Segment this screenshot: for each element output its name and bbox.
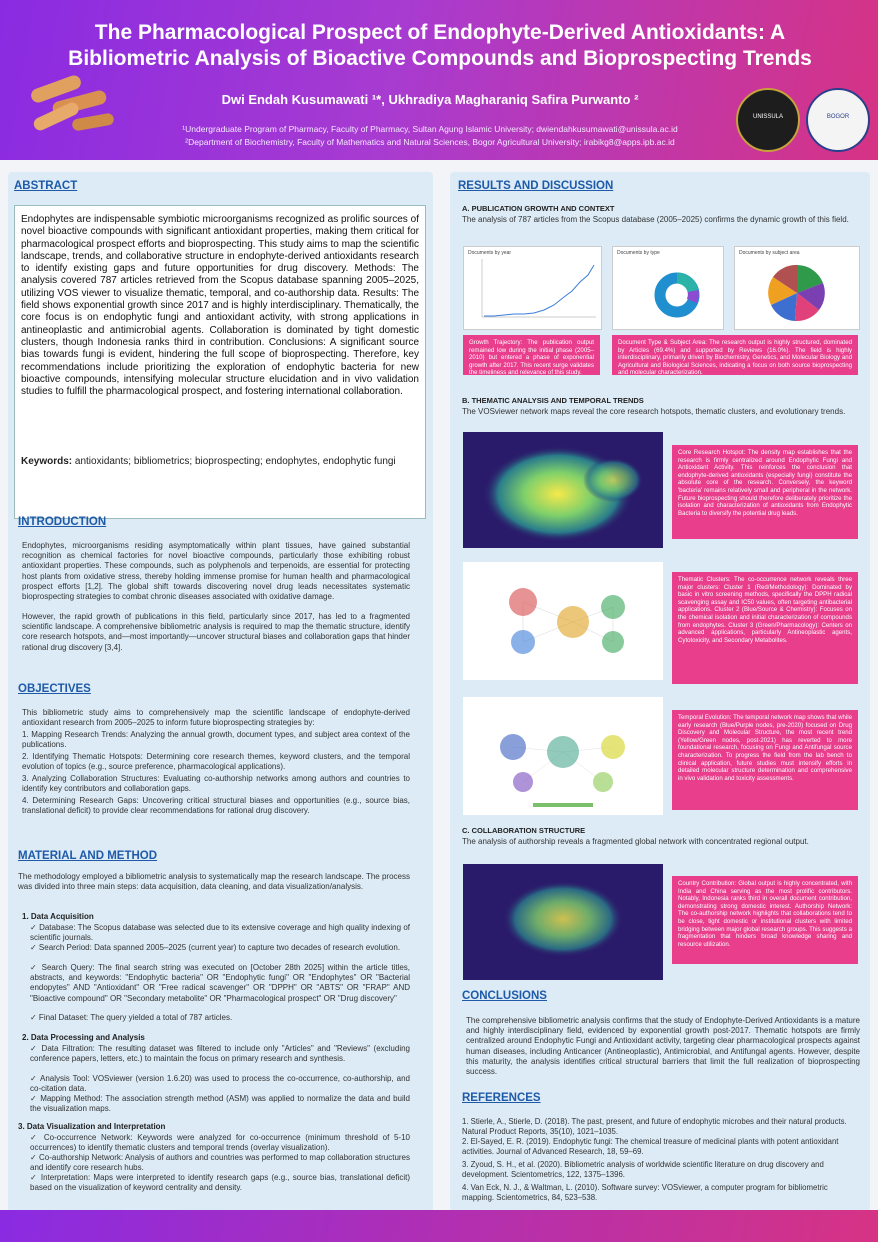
methods-step2-item-1: ✓ Data Filtration: The resulting dataset was filtered to include only "Articles" and "Reviews" (excluding conference papers, letters, etc.) to maintain the focus on primary research and synthesis.: [30, 1044, 410, 1064]
authors: Dwi Endah Kusumawati ¹*, Ukhradiya Magharaniq Safira Purwanto ²: [221, 92, 639, 107]
methods-step1-title: 1. Data Acquisition: [22, 912, 94, 921]
results-sub-b-text: The VOSviewer network maps reveal the core research hotspots, thematic clusters, and evolutionary trends.: [462, 407, 846, 416]
introduction-p2: However, the rapid growth of publications in this field, particularly since 2017, has led to a fragmented scientific landscape. A comprehensive bibliometric analysis is required to map the thematic structure, identify core research hotspots, and—most importantly—uncover structural biases and collaboration gaps that hinder rational drug discovery [3,4].: [22, 612, 410, 652]
results-heading: RESULTS AND DISCUSSION: [458, 180, 614, 192]
results-sub-a-text: The analysis of 787 articles from the Scopus database (2005–2025) confirms the dynamic growth of this field.: [462, 215, 849, 224]
conclusions-text: The comprehensive bibliometric analysis confirms that the study of Endophyte-Derived Antioxidants is a mature and highly interdisciplinary field, evidenced by exponential growth post-2017. Thematic hotspots are firmly centralized around Endophytic Fungi and Antioxidant activity, targeting clear pharmacological prospects against human diseases, including Anticancer (Antineoplastic), Antimicrobial, and Antifungal agents. However, despite this maturity, the analysis identifies critical structural barriers that limit the full realization of bioprospecting success.: [466, 1016, 860, 1077]
ipb-logo: BOGOR: [806, 88, 870, 152]
methods-step3-title: 3. Data Visualization and Interpretation: [18, 1122, 166, 1131]
introduction-heading: INTRODUCTION: [18, 516, 107, 528]
introduction-p1: Endophytes, microorganisms residing asymptomatically within plant tissues, have gained substantial recognition as chemical factories for novel bioactive compounds, particularly those exhibiting robust antioxidant properties. These compounds, such as polyphenols and terpenoids, are essential for protecting host plants from oxidative stress, thereby holding immense promise for human health and pharmacological prospect efforts [1,2]. The global shift towards discovering novel drug leads necessitates systematic bioprospecting strategies to combat chronic diseases associated with oxidative damage.: [22, 541, 410, 602]
objectives-intro: This bibliometric study aims to comprehensively map the scientific landscape of endophyte-derived antioxidant research from 2005–2025 to inform future bioprospecting strategies by:: [22, 708, 410, 728]
country-density-map: [463, 864, 663, 980]
keywords-value: antioxidants; bibliometrics; bioprospecting; endophytes, endophytic fungi: [74, 456, 396, 467]
documents-by-subject-chart: Documents by subject area: [734, 246, 860, 330]
reference-2: 2. El-Sayed, E. R. (2019). Endophytic fungi: The chemical treasure of medicinal plants with potent antioxidant activities. Journal of Advanced Research, 18, 59–69.: [462, 1137, 839, 1156]
keywords-label: Keywords:: [21, 456, 73, 467]
reference-3: 3. Zyoud, S. H., et al. (2020). Bibliometric analysis of worldwide scientific literature on drug discovery and development. Scientometrics, 122, 1375–1396.: [462, 1160, 824, 1179]
methods-step2-item-2: ✓ Analysis Tool: VOSviewer (version 1.6.20) was used to process the co-occurrence, co-authorship, and co-citation data.: [30, 1074, 410, 1094]
thematic-clusters-box: Thematic Clusters: The co-occurrence network reveals three major clusters: Cluster 1 (Red/Methodology): Dominated by basic in vitro screening methods, specifically the DPPH radical scavenging assay and IC50 values, often targeting antibacterial applications. Cluster 2 (Blue/Source & Chemistry): Focuses on the chemical isolation and initial characterization of compounds from endophytes. Cluster 3 (Green/Pharmacology): Centers on advanced applications, particularly Antineoplastic agents, Cytotoxicity, and Secondary Metabolites.: [672, 572, 858, 684]
title-line-2: Bibliometric Analysis of Bioactive Compounds and Bioprospecting Trends: [68, 47, 812, 70]
unissula-logo: UNISSULA: [736, 88, 800, 152]
documents-by-type-chart: Documents by type: [612, 246, 724, 330]
methods-step3-item-2: ✓ Co-authorship Network: Analysis of authors and countries was performed to map collaboration structures and identify core research hubs.: [30, 1153, 410, 1173]
core-research-hotspot-box: Core Research Hotspot: The density map establishes that the research is firmly centralized around Endophytic Fungi and Antioxidant Activity. This reinforces the conclusion that endophyte-derived antioxidants (especially fungi) constitute the absolute core of the research. Conversely, the keyword 'bacteria' remains relatively small and peripheral in the network. Future bioprospecting should therefore deliberately prioritize the isolation and characterization of antioxidants from Endophytic Bacteria to diversify the potential drug leads.: [672, 445, 858, 539]
abstract-box: [14, 205, 426, 519]
affiliation-1: ¹Undergraduate Program of Pharmacy, Faculty of Pharmacy, Sultan Agung Islamic University; dwiendahkusumawati@unissula.ac.id: [182, 124, 678, 134]
references-heading: REFERENCES: [462, 1092, 541, 1104]
density-map-graphic: [463, 432, 663, 548]
results-sub-c: C. COLLABORATION STRUCTURE: [462, 826, 586, 835]
country-map-graphic: [463, 864, 663, 980]
objective-item-2: 2. Identifying Thematic Hotspots: Determining core research themes, keyword clusters, and the temporal evolution of topics (e.g., source preference, pharmacological applications).: [22, 752, 410, 772]
abstract-heading: ABSTRACT: [14, 180, 78, 192]
methods-step1-item-2: ✓ Search Period: Data spanned 2005–2025 (current year) to capture two decades of research evolution.: [30, 943, 401, 952]
methods-step2-item-3: ✓ Mapping Method: The association strength method (ASM) was applied to normalize the data and build the visualization maps.: [30, 1094, 410, 1114]
methods-step1-item-3: ✓ Search Query: The final search string was executed on [October 28th 2025] within the article titles, abstracts, and keywords: "Endophytic bacteria" OR "Endophytic fungi" OR "Endophytes" OR "Bacterial endopytes" AND "Antioxidant" OR "Free radical scavenger" OR "DPPH" OR "ABTS" OR "FRAP" AND "Bioactive compound" OR "Secondary metabolite" OR "Pharmacological prospect" OR "Drug discovery": [30, 963, 410, 1003]
growth-trajectory-box: Growth Trajectory: The publication output remained low during the initial phase (2005–2010) but entered a phase of exponential growth after 2017. This recent surge validates the timeliness and relevance of this study.: [463, 335, 600, 375]
poster-title: [40, 20, 840, 72]
poster-footer: [0, 1210, 878, 1242]
methods-step3-item-3: ✓ Interpretation: Maps were interpreted to identify research gaps (e.g., source bias, translational deficit) based on the visualization of keyword centrality and density.: [30, 1173, 410, 1193]
reference-4: 4. Van Eck, N. J., & Waltman, L. (2010). Software survey: VOSviewer, a computer program for bibliometric mapping. Scientometrics, 84, 523–538.: [462, 1183, 828, 1202]
collaboration-box: Country Contribution: Global output is highly concentrated, with India and China serving as the most prolific contributors. Notably, Indonesia ranks third in overall document contribution, demonstrating strong domestic interest. Authorship Network: The co-authorship network highlights that collaborations tend to be close, tight domestic or institutional clusters with limited bridging between major global research groups. This suggests a fragmentation that hinders broad knowledge sharing and resource utilization.: [672, 876, 858, 964]
documents-by-year-chart: Documents by year: [463, 246, 602, 330]
methods-step1-item-1: ✓ Database: The Scopus database was selected due to its extensive coverage and high quality indexing of scientific journals.: [30, 923, 410, 943]
density-map: [463, 432, 663, 548]
results-sub-c-text: The analysis of authorship reveals a fragmented global network with concentrated regional output.: [462, 837, 809, 846]
results-sub-b: B. THEMATIC ANALYSIS AND TEMPORAL TRENDS: [462, 396, 644, 405]
methods-heading: MATERIAL AND METHOD: [18, 850, 158, 862]
donut-chart-type: [613, 247, 723, 329]
methods-intro: The methodology employed a bibliometric analysis to systematically map the research landscape. The process was divided into three main steps: data acquisition, data cleaning, and data visualization/analysis.: [18, 872, 410, 892]
document-type-box: Document Type & Subject Area: The research output is highly structured, dominated by Articles (69.4%) and supported by Reviews (16.0%). The field is highly interdisciplinary, primarily driven by Biochemistry, Genetics, and Molecular Biology and Agricultural and Biological Sciences, indicating a focus on both source bioprospecting and molecular characterization.: [612, 335, 858, 375]
temporal-evolution-box: Temporal Evolution: The temporal network map shows that while early research (Blue/Purple nodes, pre-2020) focused on Drug Discovery and Molecular Structure, the most recent trend (Yellow/Green nodes, post-2021) has reverted to more foundational research, focusing on Fungi and Antifungal source characterization. To progress the field from the lab bench to clinical application, future studies must intensify efforts in detailed molecular structure determination and comprehensive in vivo validation and toxicity assessments.: [672, 710, 858, 810]
co-occurrence-network-map: [463, 562, 663, 680]
temporal-overlay-map: [463, 697, 663, 815]
abstract-text: Endophytes are indispensable symbiotic microorganisms recognized as prolific sources of novel bioactive compounds with significant antioxidant properties, making them critical for pharmacological prospect efforts and bioprospecting. This study aims to map the scientific landscape, trends, and collaborative structure in endophyte-derived antioxidants research to identify existing gaps and future opportunities for drug discovery. Methods: The analysis covered 787 articles retrieved from the Scopus database spanning 2005–2025, utilizing VOS viewer to visualize thematic, temporal, and co-authorship data. Results: The field shows exponential growth since 2017 and is highly interdisciplinary. Thematically, the core focus is on endophytic fungi and antioxidant activity, with strong applications in antineoplastic and antimicrobial agents. Collaboration is dominated by tight domestic clusters, though Indonesia ranks third in contribution. Conclusions: A significant source bias towards fungi is evident, hindering the full scope of bioprospecting. Therefore, key recommendations include prioritizing the exploration of endophytic bacteria for new bioactive compounds, intensifying molecular structure elucidation and in vivo validation studies to fulfill the pharmacological prospect, and fostering international collaboration.: [21, 214, 419, 398]
title-line-1: The Pharmacological Prospect of Endophyte-Derived Antioxidants: A: [94, 21, 786, 44]
objective-item-1: 1. Mapping Research Trends: Analyzing the annual growth, document types, and subject area context of the publications.: [22, 730, 410, 750]
conclusions-heading: CONCLUSIONS: [462, 990, 547, 1002]
reference-1: 1. Stierle, A., Stierle, D. (2018). The past, present, and future of endophytic microbes and their natural products. Natural Product Reports, 35(10), 1021–1035.: [462, 1117, 847, 1136]
objective-item-4: 4. Determining Research Gaps: Uncovering critical structural biases and opportunities (e.g., source bias, translational deficit) to provide clear recommendations for rational drug discovery.: [22, 796, 410, 816]
methods-step2-title: 2. Data Processing and Analysis: [22, 1033, 145, 1042]
results-sub-a: A. PUBLICATION GROWTH AND CONTEXT: [462, 204, 615, 213]
poster-header: [0, 0, 878, 160]
objectives-heading: OBJECTIVES: [18, 683, 91, 695]
keywords: [21, 456, 419, 468]
methods-step1-item-4: ✓ Final Dataset: The query yielded a total of 787 articles.: [30, 1013, 233, 1022]
affiliation-2: ²Department of Biochemistry, Faculty of Mathematics and Natural Sciences, Bogor Agricultural University; irabikg8@apps.ipb.ac.id: [185, 137, 675, 147]
pie-chart-subject: [735, 247, 859, 329]
objective-item-3: 3. Analyzing Collaboration Structures: Evaluating co-authorship networks among authors and countries to identify key contributors and collaboration gaps.: [22, 774, 410, 794]
methods-step3-item-1: ✓ Co-occurrence Network: Keywords were analyzed for co-occurrence (minimum threshold of 5-10 occurrences) to identify thematic clusters and temporal trends (overlay visualization).: [30, 1133, 410, 1153]
line-chart-graphic: [464, 247, 601, 329]
network-map-graphic: [463, 562, 663, 680]
overlay-map-graphic: [463, 697, 663, 815]
